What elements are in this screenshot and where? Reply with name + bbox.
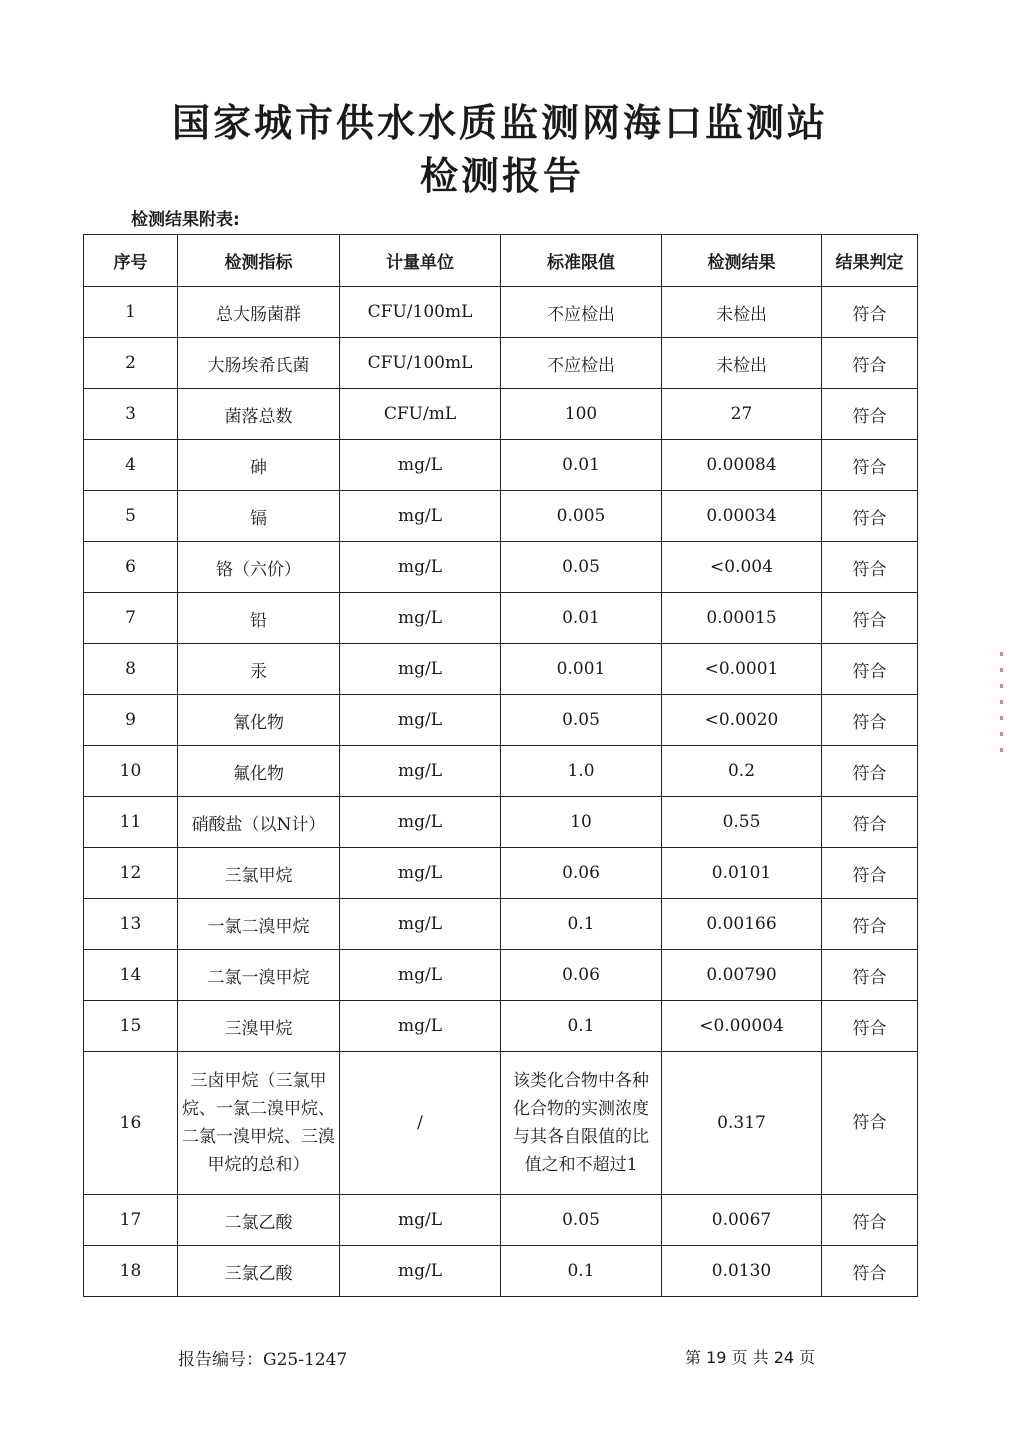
cell-limit: 不应检出 <box>501 338 662 389</box>
table-row <box>84 848 918 899</box>
cell-judgement: 符合 <box>822 797 918 848</box>
cell-judgement: 符合 <box>822 644 918 695</box>
cell-limit: 0.1 <box>501 899 662 950</box>
cell-seq: 1 <box>84 287 178 338</box>
cell-result: 0.00015 <box>662 593 822 644</box>
column-header-limit: 标准限值 <box>501 235 662 287</box>
cell-limit: 0.1 <box>501 1246 662 1297</box>
cell-indicator: 三卤甲烷（三氯甲烷、一氯二溴甲烷、二氯一溴甲烷、三溴甲烷的总和） <box>178 1052 340 1195</box>
cell-result: <0.004 <box>662 542 822 593</box>
table-row <box>84 338 918 389</box>
cell-seq: 7 <box>84 593 178 644</box>
cell-limit: 100 <box>501 389 662 440</box>
results-table <box>83 234 918 1297</box>
cell-result: 27 <box>662 389 822 440</box>
cell-indicator: 二氯一溴甲烷 <box>178 950 340 1001</box>
cell-indicator: 氰化物 <box>178 695 340 746</box>
cell-indicator: 大肠埃希氏菌 <box>178 338 340 389</box>
table-row <box>84 950 918 1001</box>
cell-judgement: 符合 <box>822 899 918 950</box>
column-header-unit: 计量单位 <box>340 235 501 287</box>
cell-result: 0.0067 <box>662 1195 822 1246</box>
cell-limit: 0.01 <box>501 440 662 491</box>
table-row <box>84 1246 918 1297</box>
table-row <box>84 1195 918 1246</box>
cell-judgement: 符合 <box>822 848 918 899</box>
cell-indicator: 一氯二溴甲烷 <box>178 899 340 950</box>
cell-judgement: 符合 <box>822 1001 918 1052</box>
cell-judgement: 符合 <box>822 389 918 440</box>
cell-seq: 17 <box>84 1195 178 1246</box>
cell-unit: mg/L <box>340 1246 501 1297</box>
table-row <box>84 491 918 542</box>
cell-result: 0.0101 <box>662 848 822 899</box>
cell-unit: mg/L <box>340 848 501 899</box>
cell-unit: mg/L <box>340 593 501 644</box>
cell-indicator: 三氯乙酸 <box>178 1246 340 1297</box>
cell-unit: / <box>340 1052 501 1195</box>
table-row <box>84 695 918 746</box>
cell-limit: 0.1 <box>501 1001 662 1052</box>
table-caption: 检测结果附表: <box>131 210 240 230</box>
cell-judgement: 符合 <box>822 1195 918 1246</box>
cell-unit: mg/L <box>340 899 501 950</box>
column-header-indicator: 检测指标 <box>178 235 340 287</box>
cell-result: <0.00004 <box>662 1001 822 1052</box>
cell-unit: mg/L <box>340 695 501 746</box>
cell-judgement: 符合 <box>822 746 918 797</box>
cell-seq: 13 <box>84 899 178 950</box>
cell-indicator: 砷 <box>178 440 340 491</box>
cell-result: 未检出 <box>662 338 822 389</box>
table-row <box>84 542 918 593</box>
cell-unit: CFU/100mL <box>340 338 501 389</box>
cell-seq: 3 <box>84 389 178 440</box>
cell-judgement: 符合 <box>822 950 918 1001</box>
cell-limit: 0.01 <box>501 593 662 644</box>
column-header-seq: 序号 <box>84 235 178 287</box>
page-number: 第 19 页 共 24 页 <box>685 1348 816 1367</box>
cell-indicator: 铅 <box>178 593 340 644</box>
table-row <box>84 1052 918 1195</box>
cell-limit: 该类化合物中各种化合物的实测浓度与其各自限值的比值之和不超过1 <box>501 1052 662 1195</box>
cell-unit: mg/L <box>340 644 501 695</box>
table-row <box>84 899 918 950</box>
cell-indicator: 汞 <box>178 644 340 695</box>
table-row <box>84 746 918 797</box>
cell-result: 0.00084 <box>662 440 822 491</box>
cell-limit: 不应检出 <box>501 287 662 338</box>
report-title-line2: 检测报告 <box>419 153 584 198</box>
cell-unit: mg/L <box>340 950 501 1001</box>
cell-judgement: 符合 <box>822 542 918 593</box>
cell-unit: CFU/100mL <box>340 287 501 338</box>
cell-limit: 0.05 <box>501 542 662 593</box>
table-row <box>84 1001 918 1052</box>
cell-result: 0.55 <box>662 797 822 848</box>
cell-unit: mg/L <box>340 797 501 848</box>
cell-unit: mg/L <box>340 746 501 797</box>
cell-limit: 0.001 <box>501 644 662 695</box>
cell-unit: mg/L <box>340 1195 501 1246</box>
cell-unit: CFU/mL <box>340 389 501 440</box>
cell-judgement: 符合 <box>822 593 918 644</box>
cell-seq: 12 <box>84 848 178 899</box>
cell-limit: 0.05 <box>501 1195 662 1246</box>
cell-judgement: 符合 <box>822 287 918 338</box>
cell-unit: mg/L <box>340 440 501 491</box>
cell-unit: mg/L <box>340 491 501 542</box>
cell-unit: mg/L <box>340 1001 501 1052</box>
cell-seq: 14 <box>84 950 178 1001</box>
table-row <box>84 287 918 338</box>
cell-judgement: 符合 <box>822 491 918 542</box>
cell-indicator: 三氯甲烷 <box>178 848 340 899</box>
cell-indicator: 总大肠菌群 <box>178 287 340 338</box>
cell-limit: 0.06 <box>501 950 662 1001</box>
report-title-line1: 国家城市供水水质监测网海口监测站 <box>171 100 828 145</box>
column-header-result: 检测结果 <box>662 235 822 287</box>
column-header-judgement: 结果判定 <box>822 235 918 287</box>
cell-indicator: 三溴甲烷 <box>178 1001 340 1052</box>
table-row <box>84 644 918 695</box>
cell-judgement: 符合 <box>822 338 918 389</box>
cell-indicator: 镉 <box>178 491 340 542</box>
cell-seq: 6 <box>84 542 178 593</box>
cell-limit: 1.0 <box>501 746 662 797</box>
binding-edge-marks <box>1000 640 1006 790</box>
cell-seq: 16 <box>84 1052 178 1195</box>
cell-limit: 0.06 <box>501 848 662 899</box>
cell-result: <0.0001 <box>662 644 822 695</box>
cell-seq: 15 <box>84 1001 178 1052</box>
cell-indicator: 氟化物 <box>178 746 340 797</box>
cell-seq: 8 <box>84 644 178 695</box>
report-number: 报告编号：G25-1247 <box>178 1350 348 1370</box>
cell-limit: 10 <box>501 797 662 848</box>
table-row <box>84 593 918 644</box>
cell-indicator: 铬（六价） <box>178 542 340 593</box>
cell-seq: 11 <box>84 797 178 848</box>
cell-seq: 5 <box>84 491 178 542</box>
cell-judgement: 符合 <box>822 695 918 746</box>
cell-indicator: 菌落总数 <box>178 389 340 440</box>
cell-seq: 10 <box>84 746 178 797</box>
cell-result: 0.00790 <box>662 950 822 1001</box>
cell-seq: 18 <box>84 1246 178 1297</box>
cell-judgement: 符合 <box>822 440 918 491</box>
cell-indicator: 二氯乙酸 <box>178 1195 340 1246</box>
cell-result: 0.2 <box>662 746 822 797</box>
cell-seq: 4 <box>84 440 178 491</box>
cell-limit: 0.05 <box>501 695 662 746</box>
cell-limit: 0.005 <box>501 491 662 542</box>
cell-seq: 9 <box>84 695 178 746</box>
cell-seq: 2 <box>84 338 178 389</box>
table-row <box>84 440 918 491</box>
table-header-row <box>84 235 918 287</box>
cell-result: 未检出 <box>662 287 822 338</box>
cell-result: 0.00166 <box>662 899 822 950</box>
cell-judgement: 符合 <box>822 1246 918 1297</box>
table-row <box>84 797 918 848</box>
cell-result: 0.00034 <box>662 491 822 542</box>
cell-unit: mg/L <box>340 542 501 593</box>
cell-indicator: 硝酸盐（以N计） <box>178 797 340 848</box>
cell-result: 0.317 <box>662 1052 822 1195</box>
cell-result: <0.0020 <box>662 695 822 746</box>
table-row <box>84 389 918 440</box>
cell-result: 0.0130 <box>662 1246 822 1297</box>
cell-judgement: 符合 <box>822 1052 918 1195</box>
